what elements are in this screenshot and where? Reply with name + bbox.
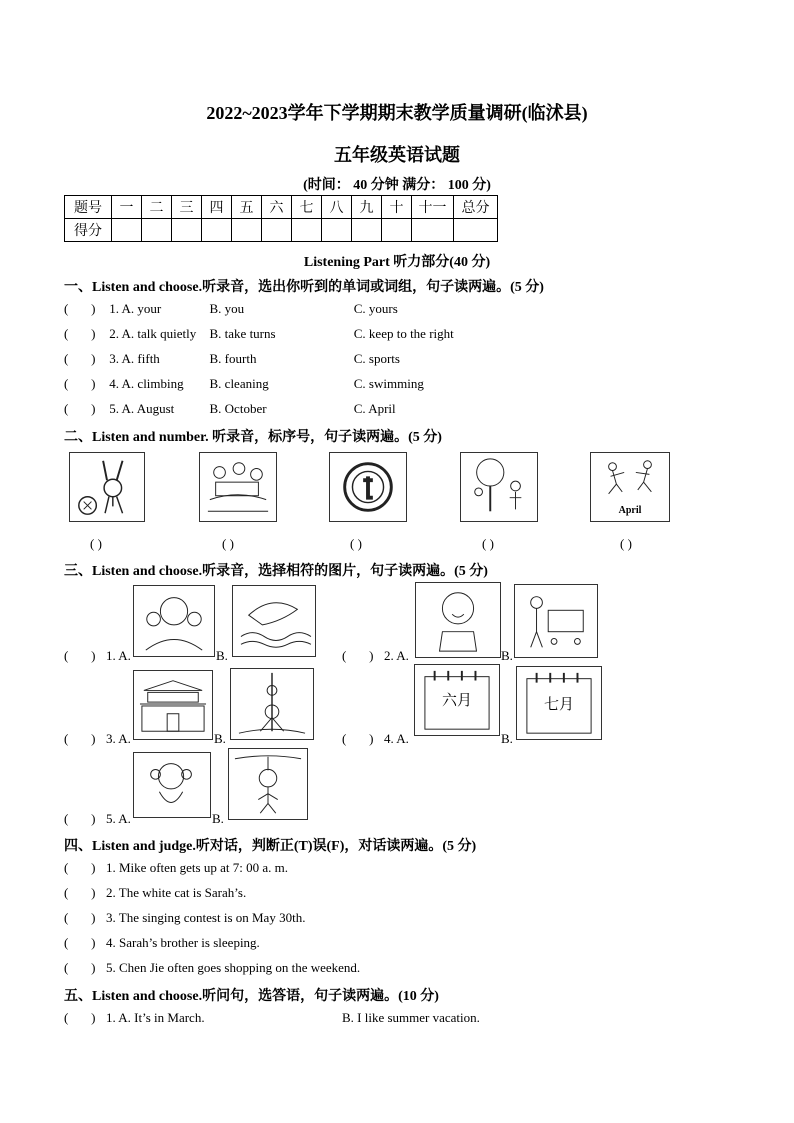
table-cell: 三 (172, 196, 202, 219)
q3-5-label: ( ) 5. A. (64, 811, 131, 826)
swimming-shrimp-picture[interactable] (232, 585, 316, 657)
list-item: ( ) 5. Chen Jie often goes shopping on the weekend. (64, 960, 361, 975)
option-b-label: B. (214, 731, 226, 746)
calendar-july-picture[interactable] (516, 666, 602, 740)
table-cell: 八 (322, 196, 352, 219)
answer-blank[interactable]: ( ) (64, 885, 96, 900)
tv-tower-picture[interactable] (230, 668, 314, 740)
score-input-cell[interactable] (352, 219, 382, 242)
table-cell: 六 (262, 196, 292, 219)
score-input-cell[interactable] (112, 219, 142, 242)
list-item: ( ) 3. The singing contest is on May 30th. (64, 910, 306, 925)
answer-blank[interactable]: ( ) (64, 301, 96, 316)
monkey-sitting-picture[interactable] (133, 752, 211, 818)
family-picnic-picture (199, 452, 277, 522)
april-race-picture (590, 452, 670, 522)
section-3-title: 三、Listen and choose.听录音，选择相符的图片，句子读两遍。(5 分) (64, 564, 488, 579)
girl-singing-picture[interactable] (415, 582, 501, 658)
table-cell: 十一 (412, 196, 454, 219)
list-item: ( ) 1. A. your B. you C. yours (64, 301, 398, 316)
list-item: ( ) 4. Sarah’s brother is sleeping. (64, 935, 260, 950)
score-input-cell[interactable] (262, 219, 292, 242)
score-input-cell[interactable] (202, 219, 232, 242)
section-4-title: 四、Listen and judge.听对话，判断正(T)误(F)，对话读两遍。(5 分) (64, 839, 477, 854)
table-cell: 五 (232, 196, 262, 219)
calendar-month-label: 六月 (441, 693, 472, 709)
q3-1-label: ( ) 1. A. (64, 648, 131, 663)
answer-blank[interactable]: ( ) (222, 536, 234, 551)
score-input-cell[interactable] (172, 219, 202, 242)
calendar-june-picture[interactable] (414, 664, 500, 736)
exam-subtitle: 五年级英语试题 (334, 145, 460, 165)
shopping-cart-picture[interactable] (514, 584, 598, 658)
answer-blank[interactable]: ( ) (64, 935, 96, 950)
answer-blank[interactable]: ( ) (64, 351, 96, 366)
answer-blank[interactable]: ( ) (64, 910, 96, 925)
table-cell: 七 (292, 196, 322, 219)
list-item: ( ) 1. A. It’s in March. B. I like summer vacation. (64, 1010, 480, 1025)
rabbit-football-picture (69, 452, 145, 522)
score-input-cell[interactable] (412, 219, 454, 242)
answer-blank[interactable]: ( ) (620, 536, 632, 551)
option-b-label: B. (501, 648, 513, 663)
answer-blank[interactable]: ( ) (64, 326, 96, 341)
answer-blank[interactable]: ( ) (64, 860, 96, 875)
q3-4-label: ( ) 4. A. (342, 731, 409, 746)
list-item: ( ) 5. A. August B. October C. April (64, 401, 396, 416)
list-item: ( ) 2. The white cat is Sarah’s. (64, 885, 247, 900)
table-cell: 一 (112, 196, 142, 219)
answer-blank[interactable]: ( ) (64, 1010, 96, 1025)
score-input-cell[interactable] (292, 219, 322, 242)
score-table-header-row (65, 196, 498, 219)
score-input-cell[interactable] (142, 219, 172, 242)
april-label: April (618, 505, 642, 516)
keep-right-sign-picture (329, 452, 407, 522)
section-5-title: 五、Listen and choose.听问句，选答语，句子读两遍。(10 分) (64, 989, 439, 1004)
monkey-hanging-picture[interactable] (228, 748, 308, 820)
exam-title: 2022~2023学年下学期期末教学质量调研(临沭县) (206, 103, 588, 123)
score-input-cell[interactable] (322, 219, 352, 242)
calendar-month-label: 七月 (543, 697, 574, 713)
list-item: ( ) 4. A. climbing B. cleaning C. swimming (64, 376, 424, 391)
answer-blank[interactable]: ( ) (64, 376, 96, 391)
answer-blank[interactable]: ( ) (350, 536, 362, 551)
family-group-picture[interactable] (133, 585, 215, 657)
table-cell: 二 (142, 196, 172, 219)
list-item: ( ) 2. A. talk quietly B. take turns C. keep to the right (64, 326, 454, 341)
list-item: ( ) 1. Mike often gets up at 7: 00 a. m. (64, 860, 288, 875)
table-cell: 四 (202, 196, 232, 219)
score-input-cell[interactable] (454, 219, 498, 242)
score-input-cell[interactable] (232, 219, 262, 242)
table-cell: 总分 (454, 196, 498, 219)
score-table (64, 195, 498, 242)
table-cell: 九 (352, 196, 382, 219)
option-b-label: B. (216, 648, 228, 663)
answer-blank[interactable]: ( ) (482, 536, 494, 551)
answer-blank[interactable]: ( ) (64, 960, 96, 975)
tiananmen-picture[interactable] (133, 670, 213, 740)
option-b-label: B. (212, 811, 224, 826)
option-b-label: B. (501, 731, 513, 746)
answer-blank[interactable]: ( ) (90, 536, 102, 551)
exam-info: (时间： 40 分钟 满分： 100 分) (303, 178, 491, 193)
score-input-cell[interactable] (382, 219, 412, 242)
table-cell: 题号 (65, 196, 112, 219)
listening-part-title: Listening Part 听力部分(40 分) (303, 255, 491, 270)
picking-fruit-picture (460, 452, 538, 522)
answer-blank[interactable]: ( ) (64, 401, 96, 416)
list-item: ( ) 3. A. fifth B. fourth C. sports (64, 351, 400, 366)
section-2-title: 二、Listen and number. 听录音，标序号，句子读两遍。(5 分) (64, 430, 442, 445)
q3-2-label: ( ) 2. A. (342, 648, 409, 663)
table-cell: 得分 (65, 219, 112, 242)
score-table-score-row (65, 219, 498, 242)
section-1-title: 一、Listen and choose.听录音，选出你听到的单词或词组，句子读两遍。(5 分) (64, 280, 544, 295)
q3-3-label: ( ) 3. A. (64, 731, 131, 746)
table-cell: 十 (382, 196, 412, 219)
